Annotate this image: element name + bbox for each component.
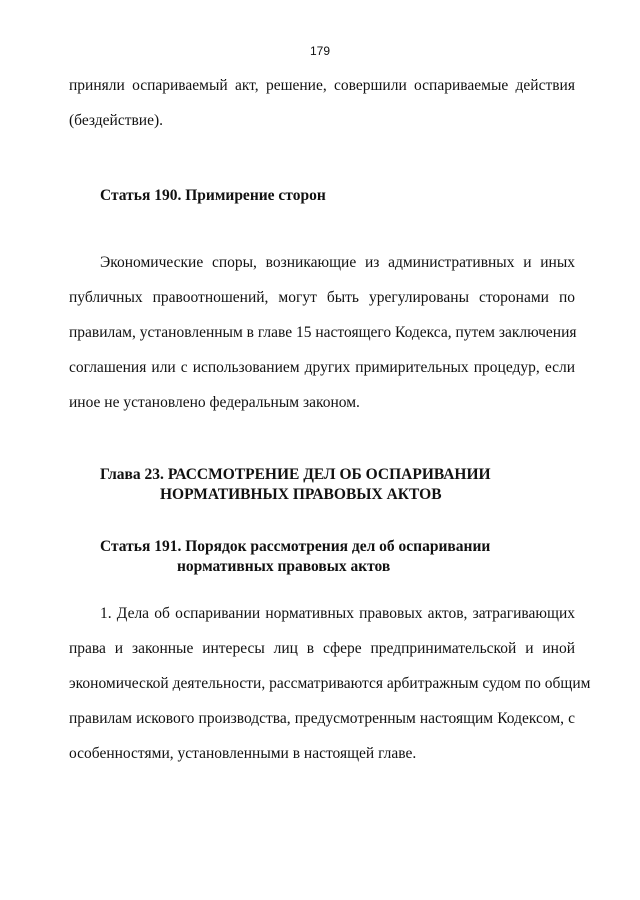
paragraph-line: правилам, установленным в главе 15 настоящего Кодекса, путем заключения [69,324,577,341]
paragraph-line: иное не установлено федеральным законом. [69,394,360,411]
paragraph-line: экономической деятельности, рассматриваются арбитражным судом по общим [69,675,591,692]
chapter-23-heading [100,465,491,505]
paragraph-line: соглашения или с использованием других примирительных процедур, если [69,359,575,376]
article-190-text [69,245,575,420]
top-paragraph [69,68,575,138]
paragraph-line: (бездействие). [69,112,163,129]
article-190-heading [100,186,326,206]
paragraph-line: особенностями, установленными в настоящей главе. [69,745,417,762]
paragraph-line: приняли оспариваемый акт, решение, совершили оспариваемые действия [69,77,575,94]
article-191-prefix: Статья 191. [100,538,182,555]
article-191-title-line2: нормативных правовых актов [177,558,391,575]
paragraph-line: правилам искового производства, предусмотренным настоящим Кодексом, с [69,710,575,727]
paragraph-line: Экономические споры, возникающие из административных и иных [100,254,575,271]
article-191-text [69,596,591,771]
chapter-23-title-line2: НОРМАТИВНЫХ ПРАВОВЫХ АКТОВ [160,486,442,503]
article-191-heading [100,537,490,577]
article-191-title-line1: Порядок рассмотрения дел об оспаривании [185,538,491,555]
page-number: 179 [309,44,331,58]
paragraph-line: 1. Дела об оспаривании нормативных правовых актов, затрагивающих [100,605,575,622]
paragraph-line: права и законные интересы лиц в сфере предпринимательской и иной [69,640,575,657]
article-190-title: Примирение сторон [185,187,326,204]
paragraph-line: публичных правоотношений, могут быть урегулированы сторонами по [69,289,575,306]
chapter-23-title-line1: РАССМОТРЕНИЕ ДЕЛ ОБ ОСПАРИВАНИИ [167,466,491,483]
article-190-prefix: Статья 190. [100,187,182,204]
chapter-23-prefix: Глава 23. [100,466,164,483]
